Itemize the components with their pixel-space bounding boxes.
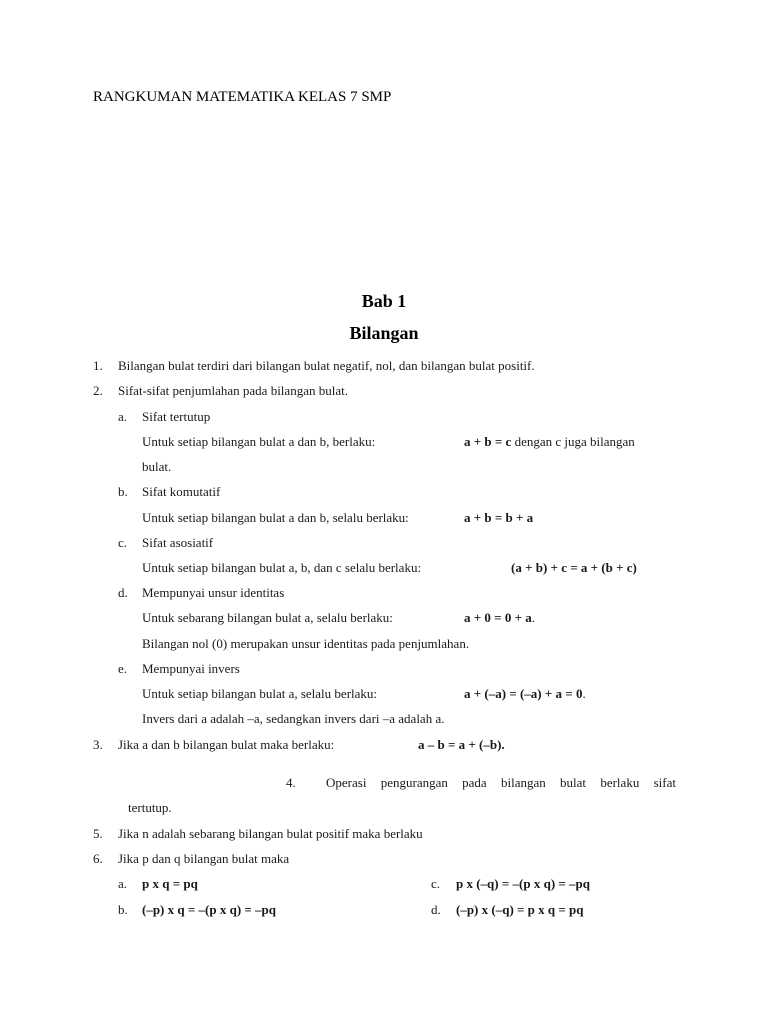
item-6c-formula: p x (–q) = –(p x q) = –pq (456, 876, 591, 891)
item-2a-letter: a. (118, 409, 128, 424)
item-2a-desc: Untuk setiap bilangan bulat a dan b, berlaku: (142, 434, 376, 449)
item-2d-formula: a + 0 = 0 + a (464, 610, 532, 625)
item-4-text: Operasi pengurangan pada bilangan bulat berlaku sifat (326, 775, 676, 790)
item-2a-formula: a + b = c (464, 434, 512, 449)
item-2d-tail: . (531, 610, 535, 625)
item-3-text: Jika a dan b bilangan bulat maka berlaku: (118, 737, 335, 752)
item-2e-name: Mempunyai invers (142, 661, 240, 676)
item-2e-desc: Untuk setiap bilangan bulat a, selalu berlaku: (142, 686, 378, 701)
item-2a-tail: dengan c juga bilangan (511, 434, 635, 449)
item-2d-formula-line (464, 610, 535, 626)
item-6b-letter: b. (118, 902, 128, 917)
item-2c-letter: c. (118, 535, 128, 550)
item-4-number: 4. (286, 775, 296, 790)
item-2a-name: Sifat tertutup (142, 409, 211, 424)
item-2a-formula-line (464, 434, 635, 450)
item-2e-note: Invers dari a adalah –a, sedangkan invers dari –a adalah a. (142, 711, 445, 726)
item-2d-name: Mempunyai unsur identitas (142, 585, 285, 600)
item-2b-letter: b. (118, 484, 128, 499)
item-2a-continuation: bulat. (142, 459, 172, 474)
item-2b-desc: Untuk setiap bilangan bulat a dan b, selalu berlaku: (142, 510, 409, 525)
item-1-number: 1. (93, 358, 103, 373)
item-5-number: 5. (93, 826, 103, 841)
item-2d-letter: d. (118, 585, 128, 600)
item-2e-tail: . (582, 686, 586, 701)
item-2c-name: Sifat asosiatif (142, 535, 214, 550)
document-title: RANGKUMAN MATEMATIKA KELAS 7 SMP (93, 89, 392, 105)
item-6c-letter: c. (431, 876, 441, 891)
item-2e-formula: a + (–a) = (–a) + a = 0 (464, 686, 583, 701)
item-6b-formula: (–p) x q = –(p x q) = –pq (142, 902, 277, 917)
item-6a-letter: a. (118, 876, 128, 891)
item-6a-formula: p x q = pq (142, 876, 198, 891)
item-2b-name: Sifat komutatif (142, 484, 221, 499)
item-2c-desc: Untuk setiap bilangan bulat a, b, dan c selalu berlaku: (142, 560, 422, 575)
item-6-number: 6. (93, 851, 103, 866)
item-6d-formula: (–p) x (–q) = p x q = pq (456, 902, 584, 917)
item-6-text: Jika p dan q bilangan bulat maka (118, 851, 290, 866)
chapter-title: Bilangan (349, 323, 419, 343)
chapter-number: Bab 1 (361, 291, 407, 311)
item-2b-formula: a + b = b + a (464, 510, 534, 525)
item-2e-letter: e. (118, 661, 128, 676)
item-1-text: Bilangan bulat terdiri dari bilangan bulat negatif, nol, dan bilangan bulat positif. (118, 358, 535, 373)
item-3-number: 3. (93, 737, 103, 752)
item-2c-formula: (a + b) + c = a + (b + c) (511, 560, 637, 575)
item-5-text: Jika n adalah sebarang bilangan bulat positif maka berlaku (118, 826, 423, 841)
item-2-text: Sifat-sifat penjumlahan pada bilangan bulat. (118, 383, 348, 398)
item-6d-letter: d. (431, 902, 441, 917)
item-2d-note: Bilangan nol (0) merupakan unsur identitas pada penjumlahan. (142, 636, 470, 651)
item-2e-formula-line (464, 686, 586, 702)
item-3-formula: a – b = a + (–b). (418, 737, 505, 752)
item-2d-desc: Untuk sebarang bilangan bulat a, selalu berlaku: (142, 610, 393, 625)
item-2-number: 2. (93, 383, 103, 398)
item-4-continuation: tertutup. (128, 800, 172, 815)
